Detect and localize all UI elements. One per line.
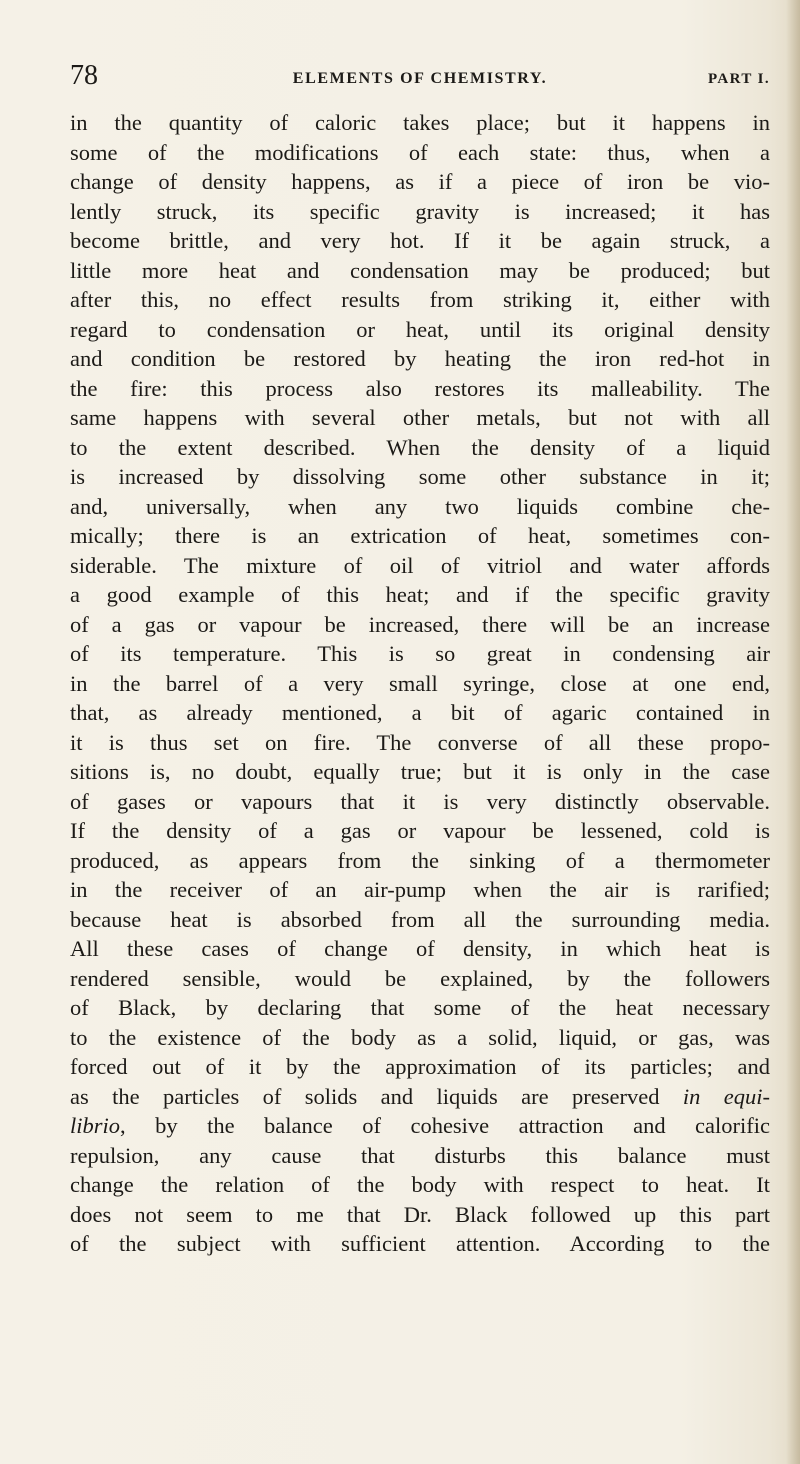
text-line: to the existence of the body as a solid, liquid, or gas, was [70,1024,770,1050]
text-line: of its temperature. This is so great in condensing air [70,641,770,666]
text-line: because heat is absorbed from all the surrounding media. [70,906,770,932]
text-line: after this, no effect results from striking it, either with [70,287,770,312]
text-line: produced, as appears from the sinking of a thermometer [70,847,770,873]
text-line: of a gas or vapour be increased, there will be an increase [70,611,770,637]
part-label: PART I. [707,71,770,87]
text-line: to the extent described. When the density of a liquid [70,434,770,460]
text-line: same happens with several other metals, but not with all [70,405,770,430]
text-line: the fire: this process also restores its malleability. The [70,375,770,401]
page-number: 78 [70,60,98,91]
text-line: in the quantity of caloric takes place; but it happens in [70,110,770,135]
text-line: as the particles of solids and liquids are preserved in equi- [70,1083,770,1109]
text-line: regard to condensation or heat, until its original density [70,316,770,342]
text-line: siderable. The mixture of oil of vitriol and water affords [70,552,770,578]
text-line: some of the modifications of each state: thus, when a [70,139,770,165]
running-header [70,58,770,98]
text-line: librio, by the balance of cohesive attraction and calorific [70,1113,770,1138]
running-title: ELEMENTS OF CHEMISTRY. [292,70,548,87]
text-line: All these cases of change of density, in which heat is [70,936,770,961]
text-line: of Black, by declaring that some of the heat necessary [70,995,770,1020]
text-line: change of density happens, as if a piece of iron be vio- [70,169,770,194]
text-line: of gases or vapours that it is very distinctly observable. [70,788,770,814]
text-line: If the density of a gas or vapour be lessened, cold is [70,818,770,843]
text-line: and condition be restored by heating the iron red-hot in [70,346,770,371]
text-line: in the barrel of a very small syringe, close at one end, [70,670,770,696]
text-line: a good example of this heat; and if the specific gravity [70,582,770,607]
text-line: rendered sensible, would be explained, by the followers [70,965,770,991]
body-text [70,108,770,1259]
text-line: of the subject with sufficient attention. According to the [70,1231,770,1256]
text-line: little more heat and condensation may be produced; but [70,257,770,283]
page-edge-shadow [786,0,800,1464]
text-line: become brittle, and very hot. If it be again struck, a [70,228,770,253]
text-line: mically; there is an extrication of heat, sometimes con- [70,523,770,548]
text-line: in the receiver of an air-pump when the air is rarified; [70,877,770,902]
text-line: forced out of it by the approximation of its particles; and [70,1054,770,1079]
text-line: and, universally, when any two liquids combine che- [70,493,770,519]
text-line: repulsion, any cause that disturbs this balance must [70,1142,770,1168]
text-line: it is thus set on fire. The converse of all these propo- [70,729,770,755]
text-line: is increased by dissolving some other substance in it; [70,464,770,489]
text-line: that, as already mentioned, a bit of agaric contained in [70,700,770,725]
text-line: sitions is, no doubt, equally true; but it is only in the case [70,759,770,784]
text-line: change the relation of the body with respect to heat. It [70,1172,770,1197]
text-line: does not seem to me that Dr. Black followed up this part [70,1201,770,1227]
text-line: lently struck, its specific gravity is increased; it has [70,198,770,224]
